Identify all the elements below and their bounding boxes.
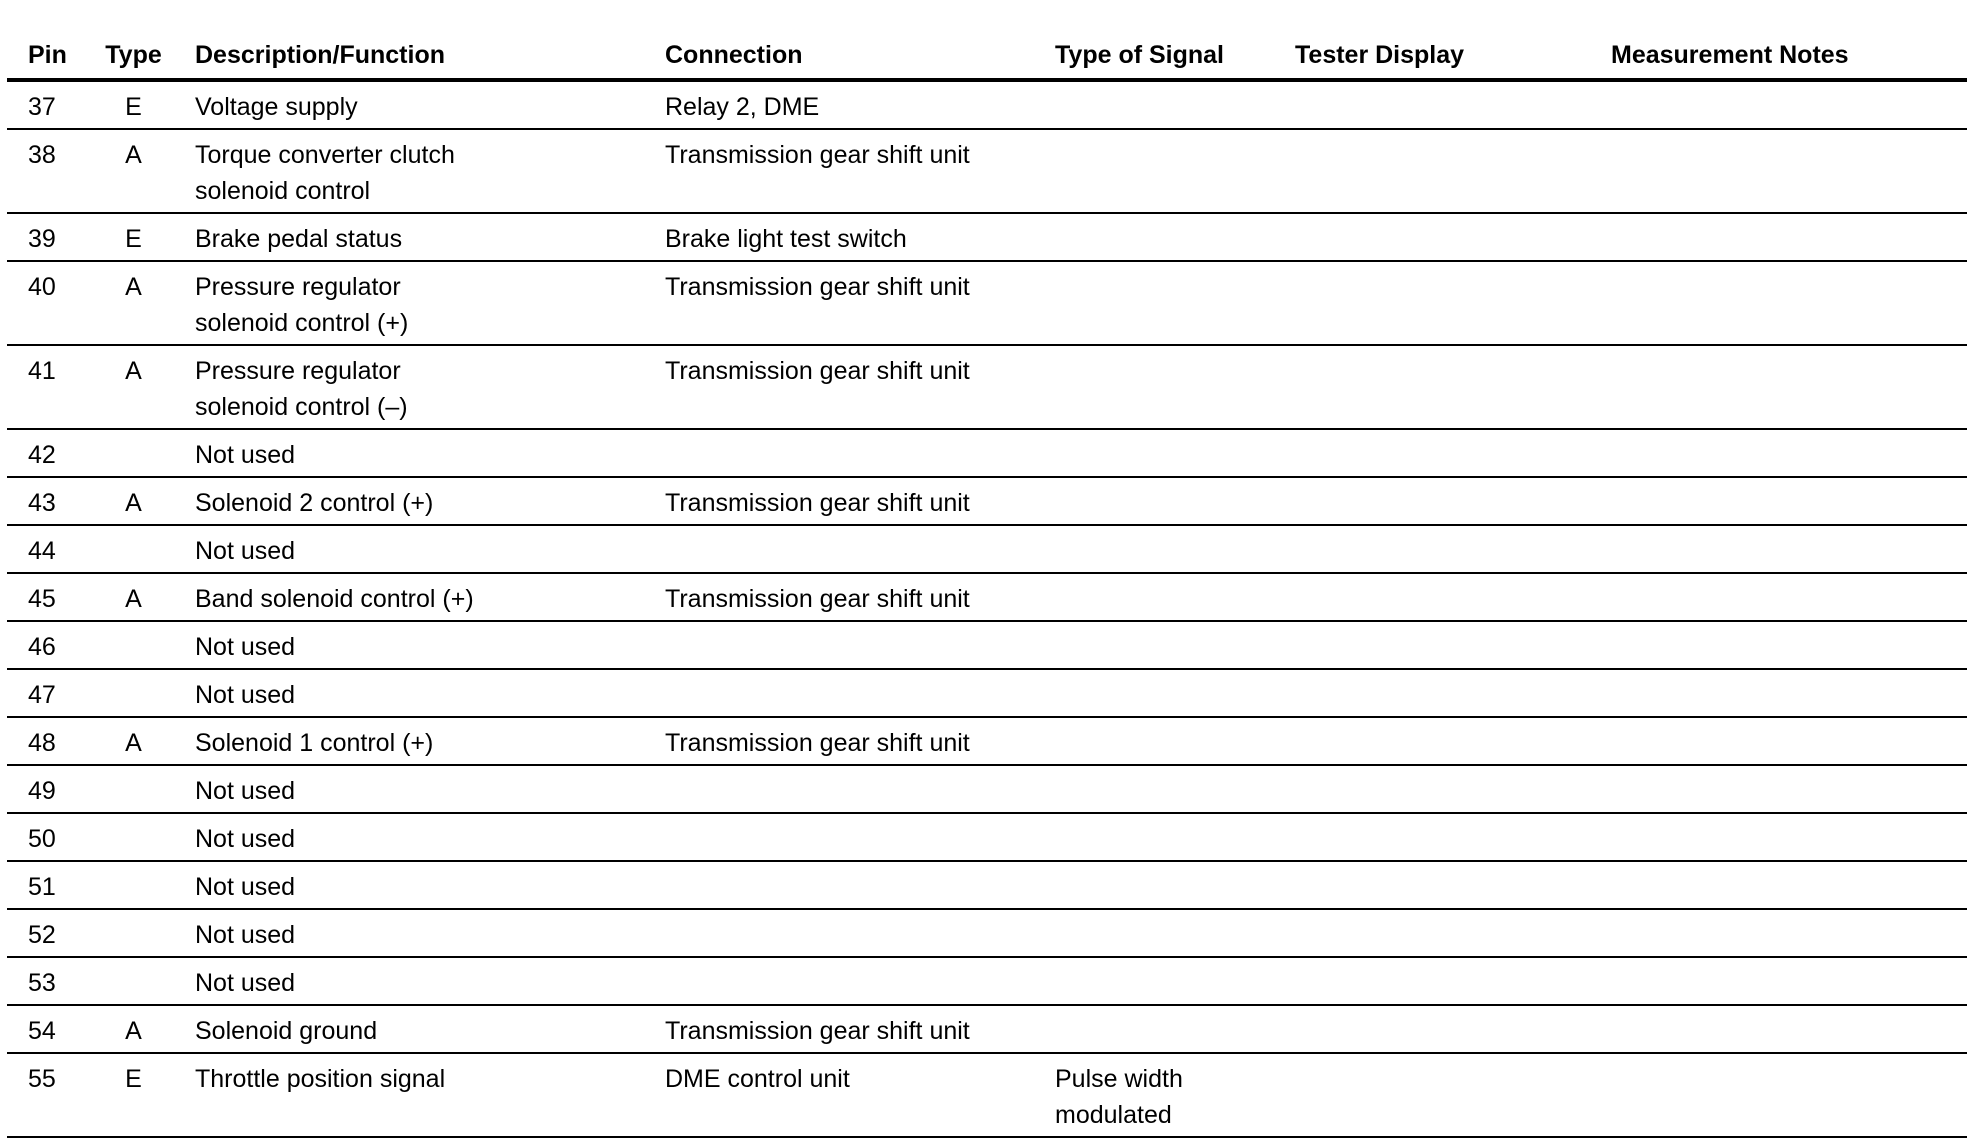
connection-cell xyxy=(665,525,1055,573)
table-row xyxy=(7,909,1967,957)
signal-type-cell xyxy=(1055,717,1295,765)
pin-cell: 45 xyxy=(7,573,100,621)
table-body xyxy=(7,80,1967,1137)
type-cell: A xyxy=(100,1005,191,1053)
pin-cell: 40 xyxy=(7,261,100,345)
connection-cell: Transmission gear shift unit xyxy=(665,345,1055,429)
description-cell: Voltage supply xyxy=(191,80,665,129)
tester-display-cell xyxy=(1295,861,1611,909)
tester-display-cell xyxy=(1295,261,1611,345)
measurement-notes-cell xyxy=(1611,261,1967,345)
connection-cell xyxy=(665,621,1055,669)
type-cell xyxy=(100,621,191,669)
signal-type-cell xyxy=(1055,861,1295,909)
measurement-notes-cell xyxy=(1611,573,1967,621)
header-description: Description/Function xyxy=(191,18,665,80)
signal-type-cell xyxy=(1055,909,1295,957)
table-row xyxy=(7,1053,1967,1137)
tester-display-cell xyxy=(1295,477,1611,525)
pin-cell: 39 xyxy=(7,213,100,261)
header-signal-type: Type of Signal xyxy=(1055,18,1295,80)
table-row xyxy=(7,573,1967,621)
type-cell: A xyxy=(100,573,191,621)
signal-type-cell xyxy=(1055,813,1295,861)
tester-display-cell xyxy=(1295,909,1611,957)
type-cell xyxy=(100,861,191,909)
tester-display-cell xyxy=(1295,1005,1611,1053)
type-cell: E xyxy=(100,1053,191,1137)
type-cell xyxy=(100,765,191,813)
measurement-notes-cell xyxy=(1611,345,1967,429)
measurement-notes-cell xyxy=(1611,80,1967,129)
measurement-notes-cell xyxy=(1611,525,1967,573)
table-row xyxy=(7,1005,1967,1053)
measurement-notes-cell xyxy=(1611,621,1967,669)
signal-type-cell xyxy=(1055,429,1295,477)
signal-type-cell xyxy=(1055,477,1295,525)
table-row xyxy=(7,261,1967,345)
measurement-notes-cell xyxy=(1611,1053,1967,1137)
tester-display-cell xyxy=(1295,573,1611,621)
signal-type-cell xyxy=(1055,1005,1295,1053)
measurement-notes-cell xyxy=(1611,669,1967,717)
header-type: Type xyxy=(100,18,191,80)
description-cell: Solenoid 2 control (+) xyxy=(191,477,665,525)
description-cell: Not used xyxy=(191,669,665,717)
pin-cell: 47 xyxy=(7,669,100,717)
tester-display-cell xyxy=(1295,429,1611,477)
description-cell: Throttle position signal xyxy=(191,1053,665,1137)
signal-type-cell xyxy=(1055,261,1295,345)
pin-cell: 49 xyxy=(7,765,100,813)
description-cell: Not used xyxy=(191,621,665,669)
description-cell: Not used xyxy=(191,525,665,573)
header-connection: Connection xyxy=(665,18,1055,80)
connection-cell: Transmission gear shift unit xyxy=(665,717,1055,765)
measurement-notes-cell xyxy=(1611,957,1967,1005)
signal-type-cell xyxy=(1055,213,1295,261)
pin-cell: 43 xyxy=(7,477,100,525)
type-cell: E xyxy=(100,80,191,129)
pin-cell: 54 xyxy=(7,1005,100,1053)
type-cell: A xyxy=(100,261,191,345)
connection-cell: Brake light test switch xyxy=(665,213,1055,261)
pin-cell: 50 xyxy=(7,813,100,861)
connection-cell xyxy=(665,861,1055,909)
description-cell: Not used xyxy=(191,765,665,813)
table-row xyxy=(7,621,1967,669)
type-cell: A xyxy=(100,477,191,525)
description-cell: Solenoid 1 control (+) xyxy=(191,717,665,765)
signal-type-cell: Pulse width modulated xyxy=(1055,1053,1295,1137)
connection-cell: Transmission gear shift unit xyxy=(665,573,1055,621)
measurement-notes-cell xyxy=(1611,909,1967,957)
measurement-notes-cell xyxy=(1611,429,1967,477)
description-cell: Torque converter clutch solenoid control xyxy=(191,129,665,213)
tester-display-cell xyxy=(1295,957,1611,1005)
table-row xyxy=(7,345,1967,429)
tester-display-cell xyxy=(1295,717,1611,765)
connection-cell xyxy=(665,429,1055,477)
table-row xyxy=(7,429,1967,477)
pin-cell: 41 xyxy=(7,345,100,429)
signal-type-cell xyxy=(1055,573,1295,621)
pin-cell: 42 xyxy=(7,429,100,477)
description-cell: Not used xyxy=(191,429,665,477)
type-cell xyxy=(100,525,191,573)
type-cell xyxy=(100,813,191,861)
signal-type-cell xyxy=(1055,765,1295,813)
signal-type-cell xyxy=(1055,669,1295,717)
connection-cell xyxy=(665,765,1055,813)
tester-display-cell xyxy=(1295,621,1611,669)
table-row xyxy=(7,765,1967,813)
tester-display-cell xyxy=(1295,765,1611,813)
tester-display-cell xyxy=(1295,80,1611,129)
measurement-notes-cell xyxy=(1611,861,1967,909)
tester-display-cell xyxy=(1295,213,1611,261)
description-cell: Not used xyxy=(191,861,665,909)
header-pin: Pin xyxy=(7,18,100,80)
signal-type-cell xyxy=(1055,345,1295,429)
connection-cell: Transmission gear shift unit xyxy=(665,129,1055,213)
table-row xyxy=(7,477,1967,525)
table-row xyxy=(7,525,1967,573)
description-cell: Not used xyxy=(191,957,665,1005)
tester-display-cell xyxy=(1295,669,1611,717)
signal-type-cell xyxy=(1055,525,1295,573)
measurement-notes-cell xyxy=(1611,1005,1967,1053)
type-cell: A xyxy=(100,717,191,765)
connection-cell xyxy=(665,909,1055,957)
tester-display-cell xyxy=(1295,525,1611,573)
table-row xyxy=(7,813,1967,861)
type-cell: E xyxy=(100,213,191,261)
connection-cell: DME control unit xyxy=(665,1053,1055,1137)
pin-cell: 37 xyxy=(7,80,100,129)
description-cell: Not used xyxy=(191,909,665,957)
connection-cell xyxy=(665,957,1055,1005)
type-cell: A xyxy=(100,345,191,429)
connection-cell: Relay 2, DME xyxy=(665,80,1055,129)
tester-display-cell xyxy=(1295,345,1611,429)
description-cell: Band solenoid control (+) xyxy=(191,573,665,621)
pin-cell: 51 xyxy=(7,861,100,909)
table-row xyxy=(7,129,1967,213)
signal-type-cell xyxy=(1055,621,1295,669)
pin-cell: 44 xyxy=(7,525,100,573)
tester-display-cell xyxy=(1295,129,1611,213)
pin-cell: 46 xyxy=(7,621,100,669)
measurement-notes-cell xyxy=(1611,213,1967,261)
measurement-notes-cell xyxy=(1611,717,1967,765)
connection-cell xyxy=(665,813,1055,861)
table-row xyxy=(7,80,1967,129)
signal-type-cell xyxy=(1055,80,1295,129)
table-row xyxy=(7,957,1967,1005)
connection-cell xyxy=(665,669,1055,717)
type-cell xyxy=(100,429,191,477)
measurement-notes-cell xyxy=(1611,129,1967,213)
tester-display-cell xyxy=(1295,813,1611,861)
description-cell: Not used xyxy=(191,813,665,861)
type-cell xyxy=(100,957,191,1005)
table-header-row xyxy=(7,18,1967,80)
pin-cell: 52 xyxy=(7,909,100,957)
connection-cell: Transmission gear shift unit xyxy=(665,1005,1055,1053)
table-row xyxy=(7,213,1967,261)
type-cell xyxy=(100,669,191,717)
header-tester-display: Tester Display xyxy=(1295,18,1611,80)
signal-type-cell xyxy=(1055,129,1295,213)
table-row xyxy=(7,861,1967,909)
signal-type-cell xyxy=(1055,957,1295,1005)
table-row xyxy=(7,717,1967,765)
measurement-notes-cell xyxy=(1611,477,1967,525)
type-cell xyxy=(100,909,191,957)
type-cell: A xyxy=(100,129,191,213)
header-measurement-notes: Measurement Notes xyxy=(1611,18,1967,80)
tester-display-cell xyxy=(1295,1053,1611,1137)
connection-cell: Transmission gear shift unit xyxy=(665,261,1055,345)
description-cell: Pressure regulator solenoid control (+) xyxy=(191,261,665,345)
pin-assignment-table xyxy=(7,18,1967,1138)
description-cell: Pressure regulator solenoid control (–) xyxy=(191,345,665,429)
measurement-notes-cell xyxy=(1611,765,1967,813)
pin-cell: 38 xyxy=(7,129,100,213)
measurement-notes-cell xyxy=(1611,813,1967,861)
table-row xyxy=(7,669,1967,717)
description-cell: Solenoid ground xyxy=(191,1005,665,1053)
description-cell: Brake pedal status xyxy=(191,213,665,261)
pin-cell: 48 xyxy=(7,717,100,765)
pin-cell: 55 xyxy=(7,1053,100,1137)
pin-cell: 53 xyxy=(7,957,100,1005)
connection-cell: Transmission gear shift unit xyxy=(665,477,1055,525)
